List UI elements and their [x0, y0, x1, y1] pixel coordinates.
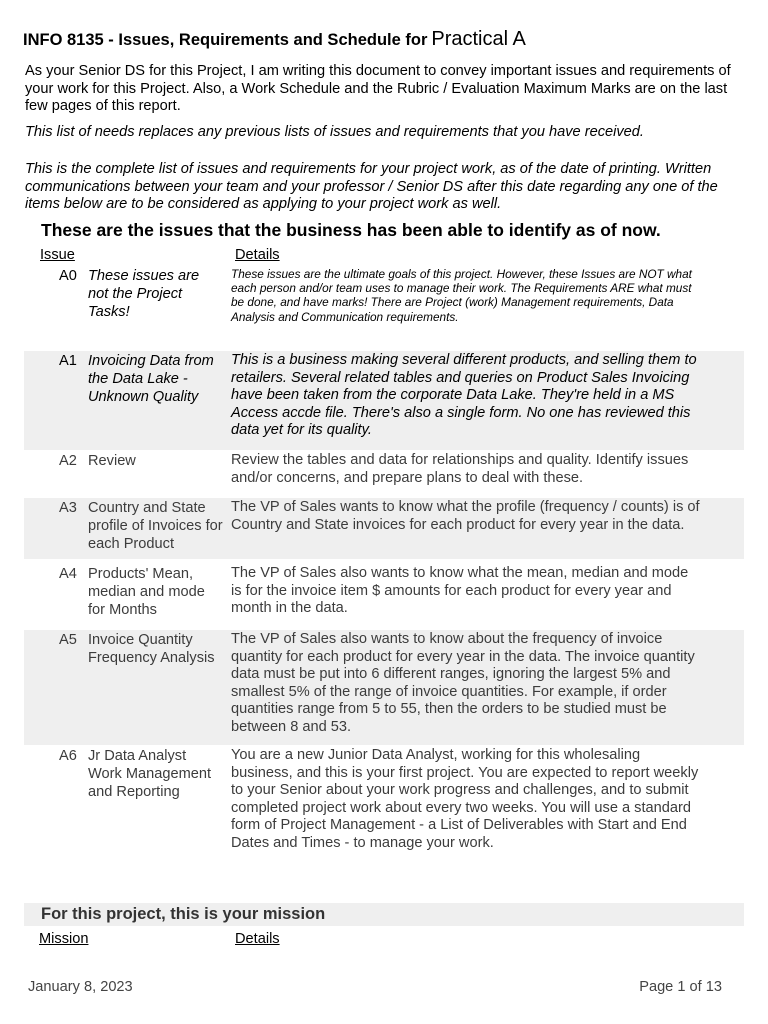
mission-details-column-header: Details [235, 931, 280, 947]
table-row [24, 565, 744, 625]
issue-name: Country and State profile of Invoices for each Product [88, 500, 223, 552]
issue-name: Invoice Quantity Frequency Analysis [88, 632, 215, 666]
issue-id: A2 [59, 453, 77, 469]
replaces-note: This list of needs replaces any previous lists of issues and requirements that you have received. [25, 124, 644, 140]
issue-id: A6 [59, 748, 77, 764]
issue-details: The VP of Sales also wants to know about the frequency of invoice quantity for each product for every year in the data. The invoice quantity data must be put into 6 different ranges, ignoring the largest 5% and smallest 5% of the range of invoice quantities. For example, if order quantities range from 5 to 55, then the orders to be studied must be between 8 and 53. [231, 631, 695, 735]
issue-name: Products' Mean, median and mode for Months [88, 566, 205, 618]
issue-name: Jr Data Analyst Work Management and Reporting [88, 748, 212, 800]
issue-details: Review the tables and data for relationships and quality. Identify issues and/or concerns, and prepare plans to deal with these. [231, 452, 689, 486]
issue-id: A1 [59, 353, 77, 369]
issue-column-header: Issue [40, 247, 75, 263]
page-number: Page 1 of 13 [639, 979, 722, 995]
complete-note: This is the complete list of issues and requirements for your project work, as of the date of printing. Written communications between your team and your professor / Senior DS after this date regarding any one of the items below are to be considered as applying to your project work as well. [25, 161, 718, 212]
footer-date: January 8, 2023 [28, 979, 133, 995]
table-row [24, 351, 744, 450]
table-row [24, 630, 744, 745]
issue-details: The VP of Sales wants to know what the profile (frequency / counts) is of Country and State invoices for each product for every year in the data. [231, 499, 700, 533]
details-column-header: Details [235, 247, 280, 263]
table-row [24, 747, 744, 872]
issue-id: A5 [59, 632, 77, 648]
issue-id: A3 [59, 500, 77, 516]
issue-id: A0 [59, 268, 77, 284]
table-row [24, 498, 744, 559]
table-row [24, 452, 744, 494]
issue-details: These issues are the ultimate goals of this project. However, these Issues are NOT what each person and/or team uses to manage their work. The Requirements ARE what must be done, and have marks! There are Project (work) Management requirements, Data Analysis and Communication requirements. [231, 267, 692, 324]
issue-name: Review [88, 453, 136, 469]
mission-title: For this project, this is your mission [41, 905, 326, 923]
intro-paragraph: As your Senior DS for this Project, I am writing this document to convey important issues and requirements of your work for this Project. Also, a Work Schedule and the Rubric / Evaluation Maximum Marks are on the last few pages of this report. [25, 63, 731, 114]
issue-name: Invoicing Data from the Data Lake - Unknown Quality [88, 353, 214, 405]
issue-details: You are a new Junior Data Analyst, working for this wholesaling business, and this is your first project. You are expected to report weekly to your Senior about your work progress and challenges, and to submit completed project work about every two weeks. You will use a standard form of Project Management - a List of Deliverables with Start and End Dates and Times - to manage your work. [231, 747, 699, 851]
issue-id: A4 [59, 566, 77, 582]
issue-name: These issues are not the Project Tasks! [88, 268, 200, 320]
issue-details: The VP of Sales also wants to know what the mean, median and mode is for the invoice item $ amounts for each product for every year and month in the data. [231, 565, 689, 616]
issues-heading: These are the issues that the business has been able to identify as of now. [41, 220, 661, 240]
title-practical: Practical A [431, 28, 526, 50]
mission-column-header: Mission [39, 931, 89, 947]
table-row [24, 267, 744, 343]
issue-details: This is a business making several different products, and selling them to retailers. Several related tables and queries on Product Sales Invoicing have been taken from the corporate Data Lake. They're held in a MS Access accde file. There's also a single form. No one has reviewed this data yet for its quality. [231, 352, 697, 438]
document-title: INFO 8135 - Issues, Requirements and Schedule for Practical A [23, 28, 526, 50]
